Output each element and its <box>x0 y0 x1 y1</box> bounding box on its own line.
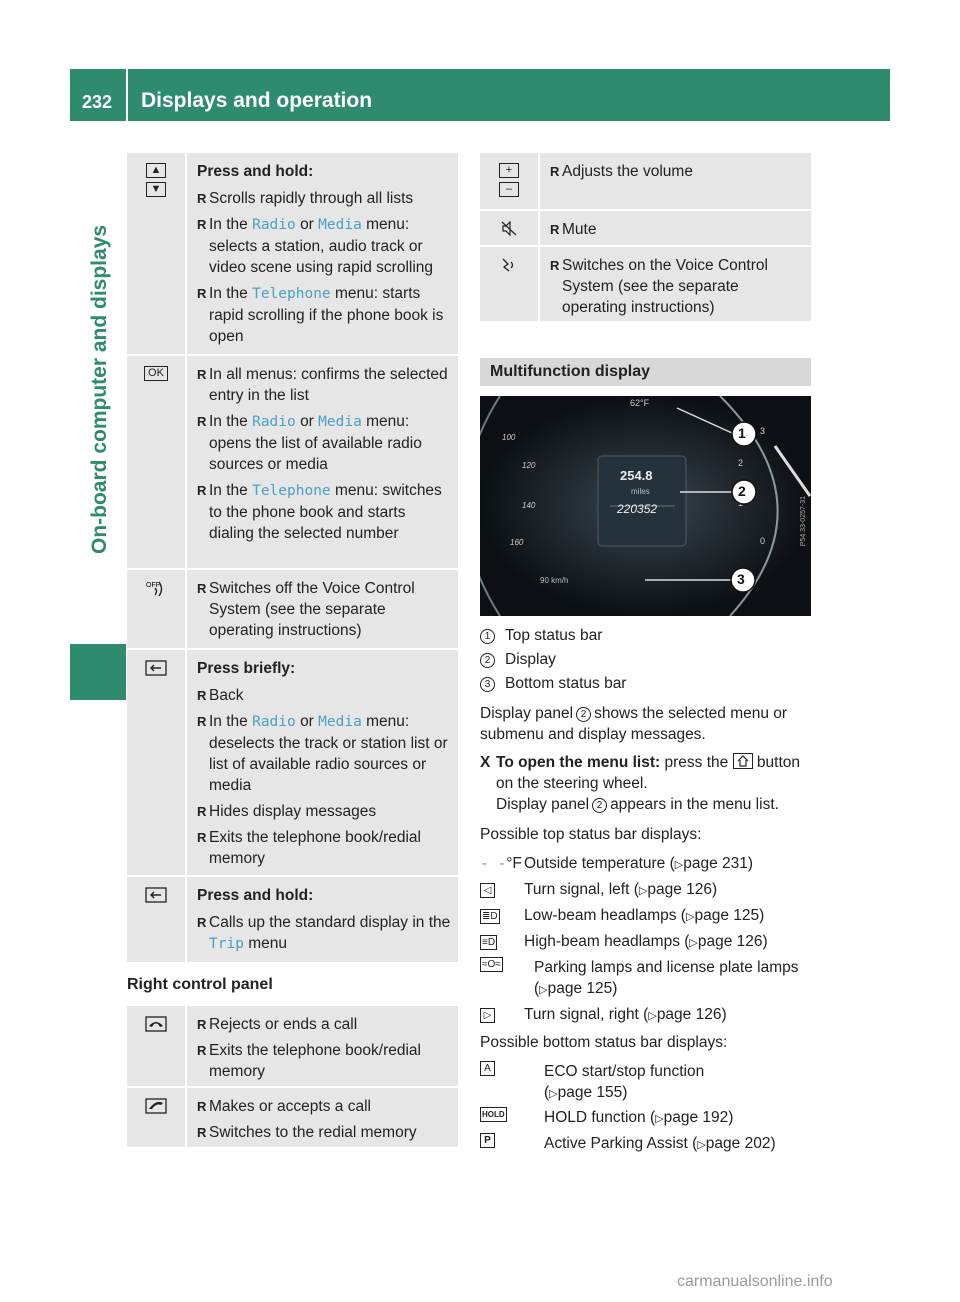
list-item: R Switches off the Voice Control System (see the separate operating instructions) <box>197 578 452 641</box>
status-item: ≡D High-beam headlamps (▷page 126) <box>482 933 768 950</box>
tick-label: 0 <box>760 536 766 546</box>
list-item: R In the Telephone menu: starts rapid scrolling if the phone book is open <box>197 283 452 347</box>
arrow-up-icon: ▲ <box>146 163 166 178</box>
cluster-speed-unit: 90 km/h <box>540 576 569 585</box>
icon-cell <box>127 1006 187 1086</box>
icon-cell <box>127 570 187 648</box>
parking-lamps-icon: ≈O≈ <box>482 959 501 970</box>
row-heading: Press briefly: <box>197 660 296 677</box>
back-icon <box>145 660 167 676</box>
list-item: R Switches on the Voice Control System (see the separate operating instructions) <box>550 255 805 318</box>
list-item: R Switches to the redial memory <box>197 1122 452 1143</box>
row-text <box>540 247 811 321</box>
low-beam-icon: ≣D <box>482 911 498 922</box>
list-item: R In the Telephone menu: switches to the phone book and starts dialing the selected number <box>197 480 452 544</box>
tick-label: 2 <box>738 458 744 468</box>
paragraph: Display panel 2 shows the selected menu or submenu and display messages. <box>480 705 788 743</box>
table-row <box>127 1086 458 1147</box>
callout-2: 2 <box>738 483 746 499</box>
section-heading: Multifunction display <box>480 358 811 386</box>
table-row <box>480 153 811 209</box>
table-row <box>480 245 811 321</box>
icon-cell <box>127 650 187 875</box>
hold-icon: HOLD <box>480 1107 507 1122</box>
row-heading: Press and hold: <box>197 163 314 180</box>
row-text <box>187 1006 458 1086</box>
voice-off-icon <box>146 580 166 598</box>
status-item: ≈O≈ Parking lamps and license plate lamps (▷page 125) <box>482 959 799 997</box>
list-item: R Hides display messages <box>197 801 452 822</box>
table-row <box>127 568 458 648</box>
list-item: R Rejects or ends a call <box>197 1014 452 1035</box>
list-item: R Adjusts the volume <box>550 161 805 182</box>
table-row <box>127 354 458 568</box>
eco-start-stop-icon: A <box>480 1061 495 1076</box>
parking-assist-icon: P <box>480 1133 495 1148</box>
image-code: P54.33-0257-31 <box>800 496 807 547</box>
icon-cell <box>127 1088 187 1147</box>
instrument-cluster-image <box>480 396 811 616</box>
end-call-icon <box>145 1016 167 1032</box>
list-item: R In the Radio or Media menu: deselects the track or station list or list of available radio sources or media <box>197 711 452 796</box>
section-heading: Right control panel <box>127 976 273 993</box>
list-item: R Back <box>197 685 452 706</box>
legend-item: 3 Bottom status bar <box>480 673 815 694</box>
tick-label: 160 <box>510 538 524 547</box>
list-item: R Makes or accepts a call <box>197 1096 452 1117</box>
cluster-unit: miles <box>631 487 650 496</box>
page-title: Displays and operation <box>141 89 373 112</box>
header-divider <box>126 69 128 121</box>
cluster-temp: 62°F <box>630 398 650 408</box>
left-control-table <box>127 153 458 962</box>
icon-cell <box>480 153 540 209</box>
table-row <box>127 875 458 962</box>
svg-text:OFF: OFF <box>146 582 160 589</box>
turn-right-icon: ▷ <box>480 1008 495 1023</box>
tick-label: 140 <box>522 501 536 510</box>
row-text <box>540 153 811 209</box>
arrow-down-icon: ▼ <box>146 182 166 197</box>
minus-icon: – <box>499 182 519 197</box>
callout-3: 3 <box>737 571 745 587</box>
list-item: R Exits the telephone book/redial memory <box>197 1040 452 1082</box>
callout-lines <box>480 396 811 616</box>
plus-icon: + <box>499 163 519 178</box>
row-text <box>540 211 811 245</box>
list-item: R Mute <box>550 219 805 240</box>
table-row <box>480 209 811 245</box>
status-item: - -°F Outside temperature (▷page 231) <box>480 855 754 872</box>
table-row <box>127 648 458 875</box>
status-item: ≣D Low-beam headlamps (▷page 125) <box>482 907 765 924</box>
paragraph: Possible top status bar displays: <box>480 826 702 843</box>
legend-item: 2 Display <box>480 649 815 670</box>
status-item: HOLD HOLD function (▷page 192) <box>482 1109 734 1126</box>
icon-cell <box>480 211 540 245</box>
status-item: ◁ Turn signal, left (▷page 126) <box>480 879 815 902</box>
high-beam-icon: ≡D <box>482 937 496 948</box>
tick-label: 120 <box>522 461 536 470</box>
callout-1: 1 <box>738 425 746 441</box>
icon-cell <box>127 877 187 962</box>
paragraph: Possible bottom status bar displays: <box>480 1034 728 1051</box>
instruction-step: X To open the menu list: press the button on the steering wheel. Display panel 2 appears in the menu list. <box>480 754 800 813</box>
row-text <box>187 570 458 648</box>
icon-cell <box>127 153 187 354</box>
icon-cell <box>127 356 187 568</box>
ok-icon: OK <box>144 366 168 381</box>
home-icon <box>733 753 753 769</box>
accept-call-icon <box>145 1098 167 1114</box>
list-item: R Exits the telephone book/redial memory <box>197 827 452 869</box>
turn-left-icon: ◁ <box>480 883 495 898</box>
side-tab-marker <box>70 644 126 700</box>
mute-icon <box>501 221 517 236</box>
cluster-odometer: 220352 <box>617 502 658 516</box>
row-text <box>187 877 458 962</box>
list-item: R In the Radio or Media menu: opens the list of available radio sources or media <box>197 411 452 475</box>
page-number: 232 <box>82 92 113 112</box>
row-text <box>187 153 458 354</box>
cluster-distance: 254.8 <box>620 468 653 483</box>
volume-table <box>480 153 811 321</box>
legend-item: 1 Top status bar <box>480 625 815 646</box>
row-text <box>187 356 458 568</box>
watermark: carmanualsonline.info <box>677 1273 833 1290</box>
table-row <box>127 153 458 354</box>
voice-on-icon <box>501 257 517 272</box>
status-item: A ECO start/stop function (▷page 155) <box>480 1061 824 1105</box>
tick-label: 3 <box>760 426 766 436</box>
tick-label: 100 <box>502 433 516 442</box>
table-row <box>127 1006 458 1086</box>
row-text <box>187 1088 458 1147</box>
side-section-label: On-board computer and displays <box>88 224 111 554</box>
list-item: R In the Radio or Media menu: selects a station, audio track or video scene using rapid scrolling <box>197 214 452 278</box>
row-text <box>187 650 458 875</box>
icon-cell <box>480 247 540 321</box>
status-item: ▷ Turn signal, right (▷page 126) <box>480 1004 815 1027</box>
list-item: R Scrolls rapidly through all lists <box>197 188 452 209</box>
list-item: R Calls up the standard display in the Trip menu <box>197 912 452 955</box>
right-control-table <box>127 1006 458 1147</box>
row-heading: Press and hold: <box>197 887 314 904</box>
list-item: R In all menus: confirms the selected entry in the list <box>197 364 452 406</box>
status-item: P Active Parking Assist (▷page 202) <box>480 1133 824 1156</box>
back-icon <box>145 887 167 903</box>
